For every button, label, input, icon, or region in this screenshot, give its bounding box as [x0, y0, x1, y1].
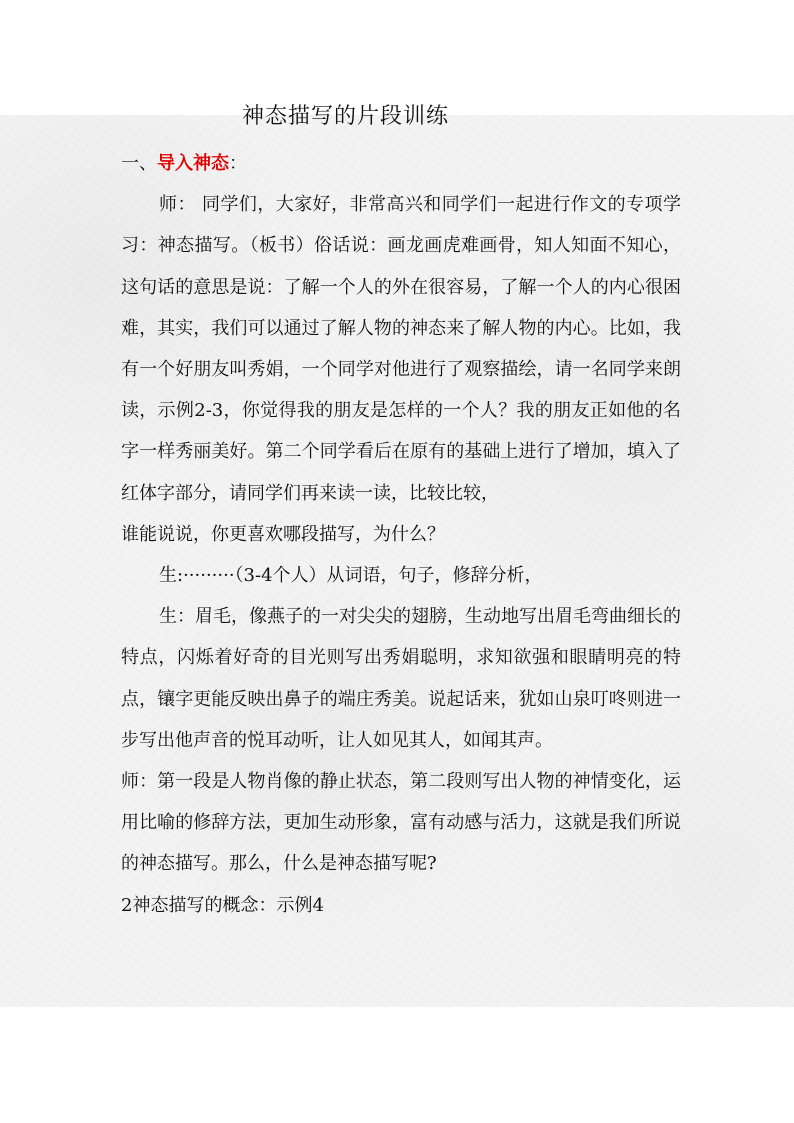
paragraph-teacher-intro: 师： 同学们，大家好，非常高兴和同学们一起进行作文的专项学习：神态描写。（板书）俗话说：画龙画虎难画骨，知人知面不知心，这句话的意思是说：了解一个人的外在很容易，了解一个人的内心很困难，其实，我们可以通过了解人物的神态来了解人物的内心。比如，我有一个好朋友叫秀娟，一个同学对他进行了观察描绘，请一名同学来朗读，示例2-3，你觉得我的朋友是怎样的一个人？我的朋友正如他的名字一样秀丽美好。第二个同学看后在原有的基础上进行了增加，填入了红体字部分，请同学们再来读一读，比较比较，: [121, 194, 681, 504]
section-heading: [121, 143, 681, 184]
paragraph-concept-heading: 2神态描写的概念：示例4: [121, 894, 324, 916]
paragraph-teacher-summary: 师：第一段是人物肖像的静止状态，第二段则写出人物的神情变化，运用比喻的修辞方法，更加生动形象，富有动感与活力，这就是我们所说的神态描写。那么，什么是神态描写呢?: [121, 771, 681, 875]
section-heading-red: 导入神态: [157, 153, 229, 174]
paragraph-student-answer-1: 生:·········（3-4个人）从词语，句子，修辞分析，: [159, 565, 543, 587]
paragraph-question: 谁能说说，你更喜欢哪段描写，为什么？: [121, 523, 445, 545]
document-body: [121, 143, 681, 926]
section-number: 一、: [121, 153, 157, 174]
document-title: 神态描写的片段训练: [242, 104, 450, 129]
section-heading-colon: ：: [229, 153, 247, 174]
paragraph-student-answer-2: 生：眉毛，像燕子的一对尖尖的翅膀，生动地写出眉毛弯曲细长的特点，闪烁着好奇的目光则写出秀娟聪明，求知欲强和眼睛明亮的特点，镶字更能反映出鼻子的端庄秀美。说起话来，犹如山泉叮咚则进一步写出他声音的悦耳动听，让人如见其人，如闻其声。: [121, 606, 681, 751]
